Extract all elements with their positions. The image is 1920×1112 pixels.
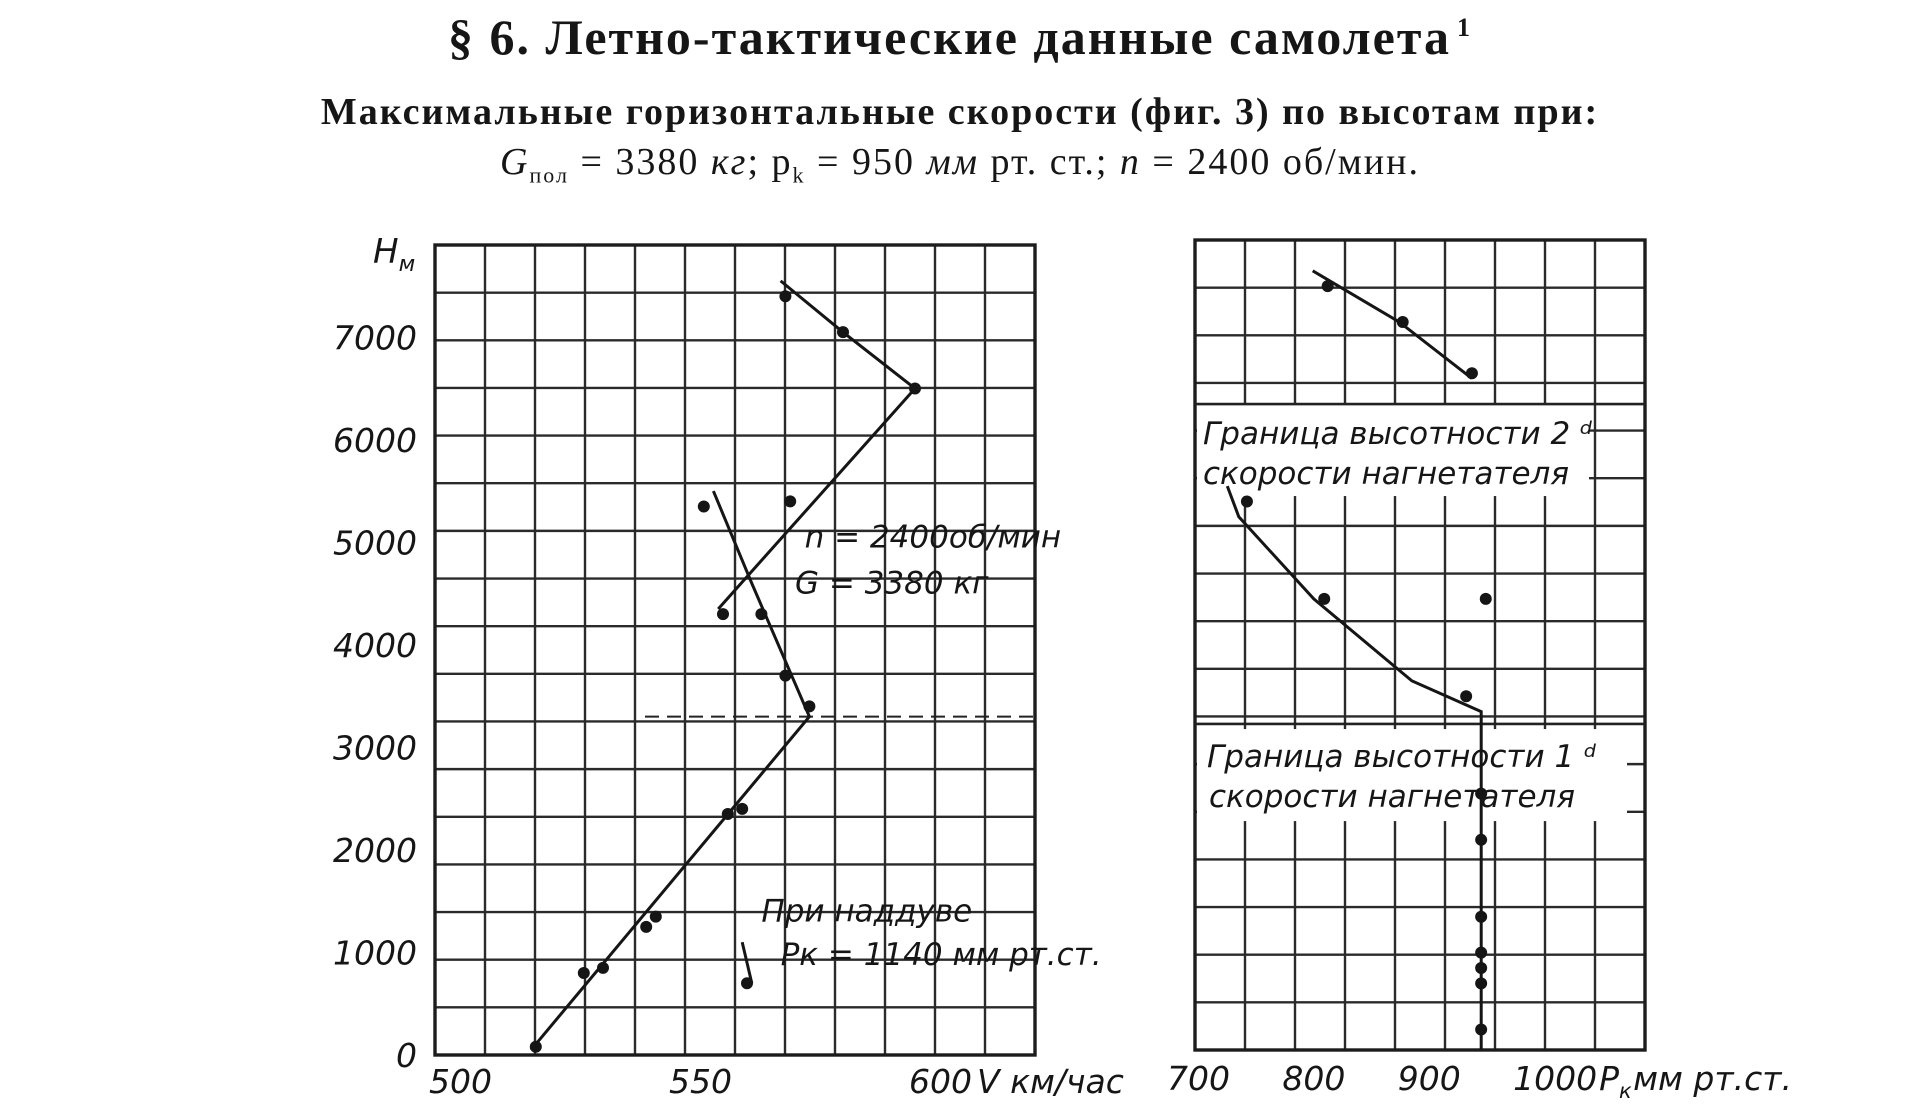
x-tick-label: 550 bbox=[669, 1062, 732, 1101]
n-symbol: n bbox=[1119, 141, 1141, 183]
speed-chart-data-point bbox=[597, 962, 609, 974]
speed-chart-curve bbox=[742, 942, 752, 983]
y-tick-label: 1000 bbox=[333, 933, 417, 973]
page-subtitle: Максимальные горизонтальные скорости (фиг. 3) по высотам при: bbox=[320, 91, 1600, 133]
x-tick-label: 600 bbox=[909, 1062, 972, 1101]
title-text: § 6. Летно-тактические данные самолета bbox=[447, 9, 1452, 65]
speed-chart bbox=[333, 232, 1124, 1101]
speed-chart-data-point bbox=[736, 803, 748, 815]
boost-chart-data-point bbox=[1475, 962, 1487, 974]
x-tick-label: 500 bbox=[429, 1062, 492, 1101]
pk-tail: рт. ст.; bbox=[979, 141, 1120, 183]
boundary-1-label-line2: скорости нагнетателя bbox=[1209, 779, 1576, 816]
y-tick-label: 6000 bbox=[333, 420, 417, 460]
boost-chart-data-point bbox=[1460, 690, 1472, 702]
boost-chart-data-point bbox=[1241, 495, 1253, 507]
pk-subscript: k bbox=[792, 162, 806, 188]
annotation-rpm: n = 2400об/мин bbox=[804, 519, 1062, 556]
boost-chart-data-point bbox=[1475, 911, 1487, 923]
speed-chart-data-point bbox=[698, 500, 710, 512]
y-tick-label: 0 bbox=[396, 1036, 417, 1075]
boost-chart-data-point bbox=[1480, 593, 1492, 605]
boost-chart-data-point bbox=[1397, 316, 1409, 328]
boundary-2-label-line1: Граница высотности 2 ᵈ bbox=[1203, 416, 1593, 453]
boost-chart-data-point bbox=[1322, 280, 1334, 292]
speed-chart-data-point bbox=[722, 808, 734, 820]
speed-chart-data-point bbox=[530, 1041, 542, 1053]
title-footnote: 1 bbox=[1457, 13, 1473, 43]
annotation-boost-pressure: Pк = 1140 мм рт.ст. bbox=[780, 936, 1102, 973]
boost-chart-grid bbox=[1195, 240, 1645, 1050]
speed-chart-data-point bbox=[755, 608, 767, 620]
speed-chart-data-point bbox=[803, 700, 815, 712]
boost-chart-data-point bbox=[1466, 367, 1478, 379]
x-axis-label-pk bbox=[1599, 1059, 1632, 1103]
y-axis-label-main: H bbox=[373, 232, 399, 272]
speed-chart-data-point bbox=[741, 977, 753, 989]
boost-chart-frame bbox=[1195, 240, 1645, 1050]
x-tick-label: 900 bbox=[1397, 1059, 1461, 1098]
boost-chart-data-point bbox=[1475, 947, 1487, 959]
speed-chart-data-point bbox=[650, 911, 662, 923]
boost-chart-data-point bbox=[1318, 593, 1330, 605]
boundary-1-label-line1: Граница высотности 1 ᵈ bbox=[1207, 739, 1597, 776]
boundary-2-label-line2: скорости нагнетателя bbox=[1203, 456, 1570, 493]
boost-pressure-chart bbox=[1167, 240, 1792, 1103]
x-axis-label-pk-main: P bbox=[1599, 1059, 1620, 1098]
y-tick-label: 3000 bbox=[333, 728, 417, 768]
n-value: = 2400 об/мин. bbox=[1140, 141, 1420, 183]
boost-chart-data-point bbox=[1475, 977, 1487, 989]
annotation-boost: При наддуве bbox=[761, 893, 973, 930]
speed-chart-data-point bbox=[717, 608, 729, 620]
boost-chart-data-point bbox=[1475, 1023, 1487, 1035]
g-unit: кг bbox=[710, 141, 748, 183]
boost-chart-data-point bbox=[1475, 834, 1487, 846]
y-axis-label-subscript: м bbox=[398, 252, 416, 277]
speed-chart-data-point bbox=[837, 326, 849, 338]
speed-chart-data-point bbox=[784, 495, 796, 507]
g-value: = 3380 bbox=[568, 141, 711, 183]
pk-value: = 950 bbox=[805, 141, 927, 183]
x-axis-label: V км/час bbox=[977, 1062, 1124, 1101]
speed-chart-data-point bbox=[640, 921, 652, 933]
x-axis-label-unit: мм рт.ст. bbox=[1633, 1059, 1792, 1098]
speed-chart-data-point bbox=[779, 290, 791, 302]
speed-chart-grid bbox=[435, 245, 1035, 1055]
pk-symbol: ; p bbox=[747, 141, 793, 183]
y-tick-label: 7000 bbox=[333, 318, 417, 358]
x-tick-label: 800 bbox=[1282, 1059, 1346, 1098]
x-axis-label-pk-subscript: к bbox=[1619, 1079, 1632, 1103]
g-subscript: пол bbox=[529, 162, 569, 188]
speed-chart-data-point bbox=[578, 967, 590, 979]
g-symbol: G bbox=[500, 141, 530, 183]
x-tick-label: 1000 bbox=[1513, 1059, 1598, 1098]
y-axis-label bbox=[373, 232, 415, 277]
annotation-weight: G = 3380 кг bbox=[795, 565, 989, 602]
speed-chart-curve bbox=[531, 491, 809, 1050]
y-tick-label: 5000 bbox=[333, 523, 417, 563]
pk-unit: мм bbox=[926, 141, 979, 183]
speed-chart-data-point bbox=[779, 670, 791, 682]
y-tick-label: 2000 bbox=[333, 830, 417, 870]
x-tick-label: 700 bbox=[1167, 1059, 1230, 1098]
speed-chart-data-point bbox=[909, 383, 921, 395]
y-tick-label: 4000 bbox=[333, 625, 417, 665]
